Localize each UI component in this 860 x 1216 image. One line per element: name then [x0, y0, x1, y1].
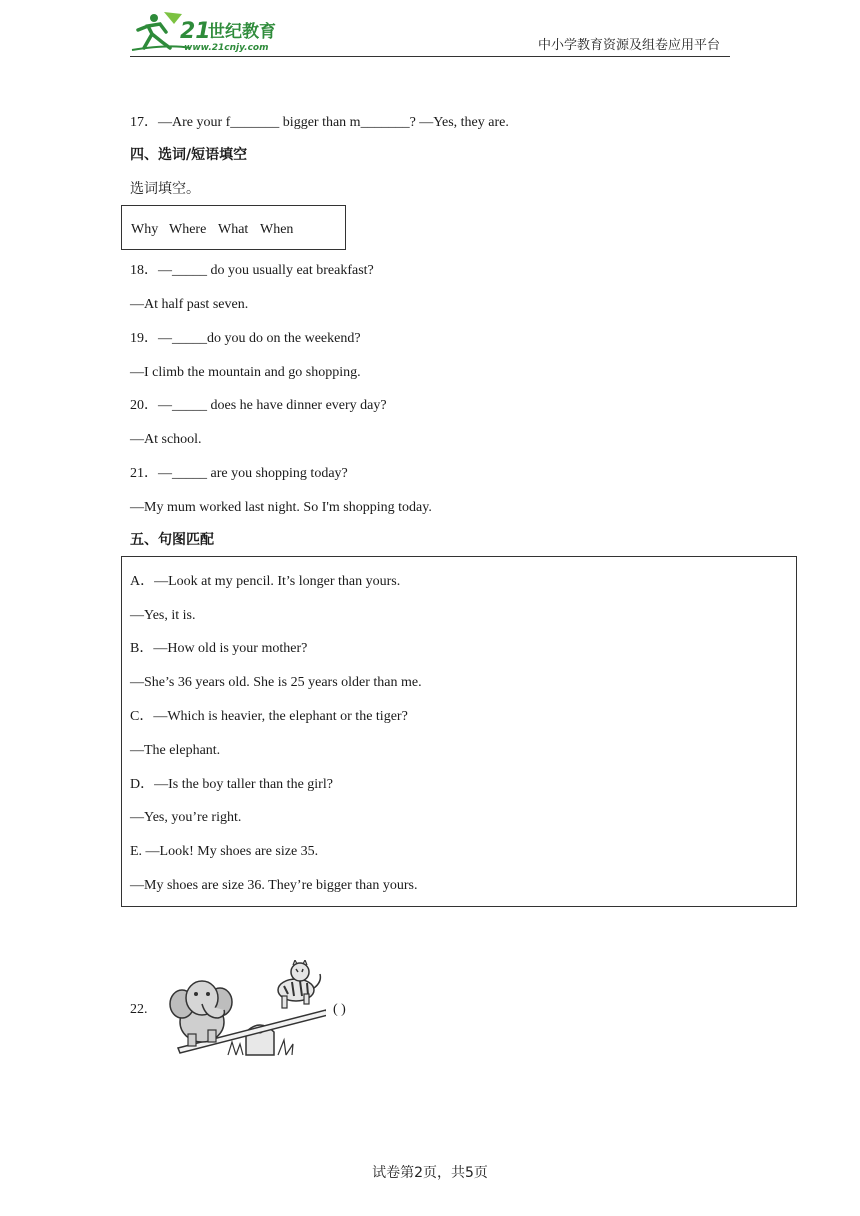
answer-20: —At school.	[130, 432, 202, 447]
option-b-a: —She’s 36 years old. She is 25 years older than me.	[130, 675, 422, 690]
answer-19: —I climb the mountain and go shopping.	[130, 365, 361, 380]
word-why: Why	[131, 222, 159, 237]
question-22-number: 22.	[130, 1002, 148, 1017]
option-e-a: —My shoes are size 36. They’re bigger than yours.	[130, 878, 418, 893]
answer-21: —My mum worked last night. So I'm shopping today.	[130, 500, 432, 515]
answer-18: —At half past seven.	[130, 297, 249, 312]
option-c-a: —The elephant.	[130, 743, 221, 758]
option-d-q: D．—Is the boy taller than the girl?	[130, 777, 333, 792]
option-a-q: A．—Look at my pencil. It’s longer than yours.	[130, 574, 401, 589]
word-bank	[121, 205, 346, 250]
answer-blank-22[interactable]: ( )	[333, 1002, 346, 1017]
page-header	[130, 8, 730, 57]
option-d-a: —Yes, you’re right.	[130, 810, 242, 825]
section-5-title: 五、句图匹配	[130, 532, 214, 548]
question-17: 17．—Are your f_______ bigger than m_______? —Yes, they are.	[130, 115, 509, 130]
option-e-q: E. —Look! My shoes are size 35.	[130, 844, 319, 859]
word-where: Where	[169, 222, 207, 237]
word-when: When	[260, 222, 294, 237]
question-19: 19．—_____do you do on the weekend?	[130, 331, 361, 346]
word-what: What	[218, 222, 249, 237]
site-name: 中小学教育资源及组卷应用平台	[537, 38, 720, 53]
question-18: 18．—_____ do you usually eat breakfast?	[130, 263, 374, 278]
option-c-q: C．—Which is heavier, the elephant or the tiger?	[130, 709, 408, 724]
question-21: 21．—_____ are you shopping today?	[130, 466, 348, 481]
svg-text:21: 21	[180, 19, 211, 44]
page-footer: 试卷第2页，共5页	[372, 1165, 488, 1181]
question-20: 20．—_____ does he have dinner every day?	[130, 398, 387, 413]
logo-21cnjy	[130, 8, 310, 54]
option-a-a: —Yes, it is.	[130, 608, 196, 623]
svg-text:www.21cnjy.com: www.21cnjy.com	[184, 43, 269, 53]
option-b-q: B．—How old is your mother?	[130, 641, 308, 656]
svg-text:世纪教育: 世纪教育	[208, 22, 276, 42]
section-4-title: 四、选词/短语填空	[130, 147, 248, 163]
elephant-tiger-seesaw-illustration	[166, 960, 326, 1060]
section-4-instruction: 选词填空。	[130, 181, 200, 197]
